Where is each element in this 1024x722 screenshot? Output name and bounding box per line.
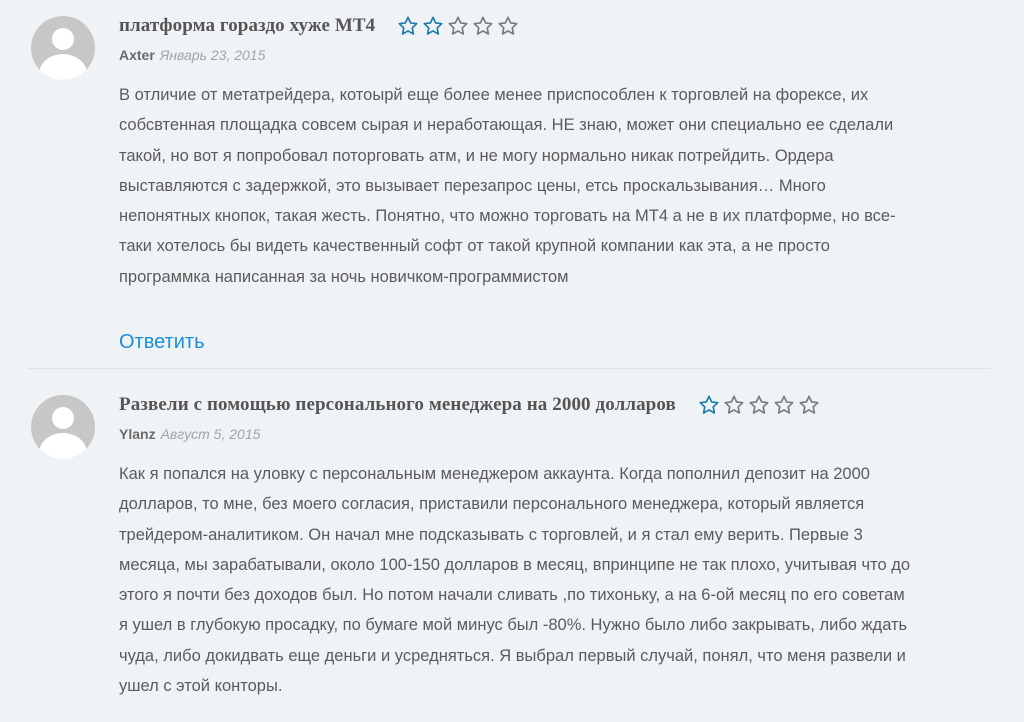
review-text-line: этого я почти без доходов был. Но потом начали сливать ,по тихоньку, а на 6-ой месяц по его советам [119,586,905,605]
review-date: Август 5, 2015 [160,426,261,442]
review-text-line: выставляются с задержкой, это вызывает перезапрос цены, етсь проскальзывания… Много [119,176,826,195]
avatar [31,395,95,459]
author-name: Ylanz [119,426,156,442]
review-text-line: ушел с этой конторы. [119,677,283,696]
review-text-line: долларов, то мне, без моего согласия, приставили персонального менеджера, который является [119,495,865,514]
star-empty-icon [447,15,469,37]
star-empty-icon [497,15,519,37]
review-text-line: Как я попался на уловку с персональным менеджером аккаунта. Когда пополнил депозит на 2000 [119,465,870,483]
author-name: Axter [119,47,155,63]
star-empty-icon [798,394,820,416]
review-body [119,80,999,292]
star-rating [698,394,820,416]
review-body [119,459,999,701]
review-title: платформа гораздо хуже МТ4 [119,15,376,36]
star-filled-icon [698,394,720,416]
star-filled-icon [397,15,419,37]
review-text-line: я ушел в глубокую просадку, по бумаге мой минус был -80%. Нужно было либо закрывать, либо ждать [119,616,908,635]
review-text-line: месяца, мы зарабатывали, около 100-150 долларов в месяц, впринципе не так плохо, учитывая что до [119,555,911,574]
review-text-line: чуда, либо докидвать еще деньги и усредняться. Я выбрал первый случай, понял, что меня развели и [119,646,906,665]
review-text-line: такой, но вот я попробовал поторговать атм, и не могу нормально никак потрейдить. Ордера [119,146,834,165]
review-text-line: таки хотелось бы видеть качественный софт от такой крупной компании как эта, а не просто [119,237,830,256]
star-filled-icon [422,15,444,37]
review-meta [119,47,265,63]
review-date: Январь 23, 2015 [159,47,266,63]
divider [28,368,990,369]
review-title: Развели с помощью персонального менеджера на 2000 долларов [119,394,676,415]
avatar [31,16,95,80]
star-empty-icon [773,394,795,416]
review-text-line: непонятных кнопок, такая жесть. Понятно, что можно торговать на МТ4 а не в их платформе, но все- [119,207,896,226]
review-text-line: трейдером-аналитиком. Он начал мне подсказывать с торговлей, и я стал ему верить. Первые 3 [119,525,863,544]
star-empty-icon [723,394,745,416]
review-title-row [119,15,519,37]
review-text-line: программка написанная за ночь новичком-программистом [119,267,569,286]
review-text-line: собсвтенная площадка совсем сырая и неработающая. НЕ знаю, может они специально ее сделали [119,116,894,135]
star-empty-icon [748,394,770,416]
review-text-line: В отличие от метатрейдера, котоырй еще более менее приспособлен к торговлей на форексе, их [119,86,869,104]
review-title-row [119,394,820,416]
star-rating [397,15,519,37]
reply-button[interactable]: Ответить [119,331,205,353]
star-empty-icon [472,15,494,37]
review-meta [119,426,260,442]
